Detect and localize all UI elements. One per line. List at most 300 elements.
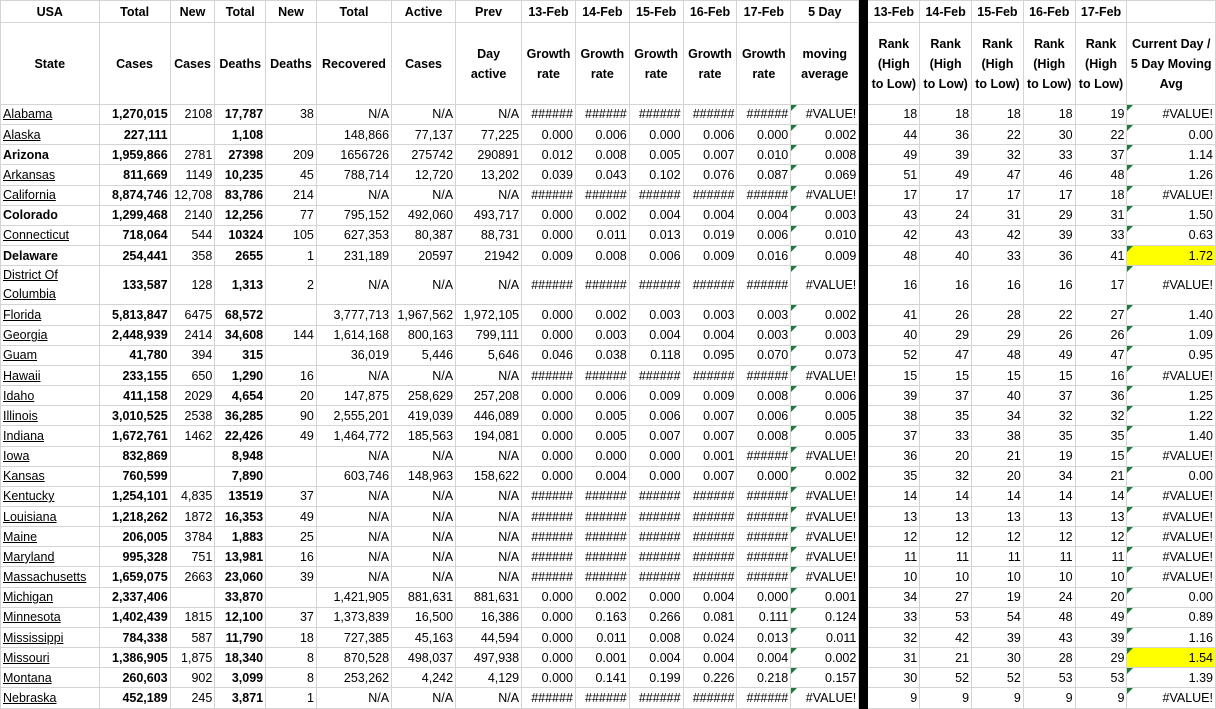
table-row[interactable] [1,567,1216,587]
growth-rate-cell[interactable]: ###### [522,547,576,567]
data-cell[interactable]: 33 [972,245,1024,265]
data-cell[interactable]: #VALUE! [1127,104,1216,124]
data-cell[interactable]: 1,254,101 [99,486,170,506]
state-cell[interactable] [1,466,100,486]
data-cell[interactable]: 1.16 [1127,627,1216,647]
data-cell[interactable]: 10324 [215,225,266,245]
data-cell[interactable]: 52 [972,668,1024,688]
data-cell[interactable]: 253,262 [316,668,391,688]
data-cell[interactable]: 2663 [170,567,215,587]
data-cell[interactable]: 1.40 [1127,305,1216,325]
growth-rate-cell[interactable]: 0.007 [683,406,737,426]
data-cell[interactable]: N/A [456,527,522,547]
state-cell[interactable] [1,305,100,325]
data-cell[interactable]: 35 [868,466,920,486]
data-cell[interactable]: 30 [972,648,1024,668]
state-cell[interactable] [1,165,100,185]
table-row[interactable] [1,205,1216,225]
data-cell[interactable]: 17 [920,185,972,205]
data-cell[interactable]: 1,614,168 [316,325,391,345]
data-cell[interactable]: N/A [316,446,391,466]
data-cell[interactable]: N/A [392,266,456,305]
growth-rate-cell[interactable]: 0.008 [575,245,629,265]
data-cell[interactable]: 42 [972,225,1024,245]
column-header[interactable]: Cases [170,23,215,105]
data-cell[interactable]: N/A [392,507,456,527]
data-cell[interactable]: 32 [920,466,972,486]
data-cell[interactable]: N/A [392,104,456,124]
growth-rate-cell[interactable]: 0.007 [683,466,737,486]
growth-rate-cell[interactable]: 0.011 [575,225,629,245]
data-cell[interactable]: N/A [316,688,391,709]
growth-rate-cell[interactable]: 0.043 [575,165,629,185]
data-cell[interactable]: 16 [920,266,972,305]
column-header[interactable]: Day active [456,23,522,105]
data-cell[interactable]: 19 [1023,446,1075,466]
data-cell[interactable]: 47 [1075,345,1127,365]
growth-rate-cell[interactable]: ###### [737,365,791,385]
data-cell[interactable]: 38 [868,406,920,426]
data-cell[interactable]: 77 [266,205,317,225]
data-cell[interactable]: 498,037 [392,648,456,668]
data-cell[interactable]: 13 [868,507,920,527]
growth-rate-cell[interactable]: 0.000 [522,386,576,406]
data-cell[interactable]: 49 [1075,607,1127,627]
data-cell[interactable]: 10 [972,567,1024,587]
growth-rate-cell[interactable]: ###### [683,185,737,205]
growth-rate-cell[interactable]: 0.009 [629,386,683,406]
growth-rate-cell[interactable]: 0.004 [737,205,791,225]
data-cell[interactable]: 206,005 [99,527,170,547]
data-cell[interactable]: 133,587 [99,266,170,305]
state-cell[interactable] [1,104,100,124]
data-cell[interactable]: 16 [1075,365,1127,385]
data-cell[interactable]: 36 [1075,386,1127,406]
data-cell[interactable]: 1.50 [1127,205,1216,225]
growth-rate-cell[interactable]: ###### [575,185,629,205]
data-cell[interactable]: 32 [868,627,920,647]
growth-rate-cell[interactable]: 0.006 [683,125,737,145]
data-cell[interactable]: 21 [972,446,1024,466]
growth-rate-cell[interactable]: 0.003 [791,205,859,225]
data-cell[interactable]: 1.26 [1127,165,1216,185]
column-header[interactable]: Growth rate [737,23,791,105]
data-cell[interactable]: 27398 [215,145,266,165]
data-cell[interactable]: 8,948 [215,446,266,466]
state-link[interactable]: Mississippi [3,630,64,645]
growth-rate-cell[interactable]: 0.000 [522,426,576,446]
data-cell[interactable]: N/A [392,547,456,567]
data-cell[interactable]: 1.14 [1127,145,1216,165]
column-header[interactable]: 15-Feb [972,1,1024,23]
data-cell[interactable]: 9 [920,688,972,709]
data-cell[interactable]: 19 [972,587,1024,607]
column-header[interactable]: Recovered [316,23,391,105]
column-header[interactable]: Active [392,1,456,23]
data-cell[interactable]: 2538 [170,406,215,426]
state-cell[interactable] [1,325,100,345]
growth-rate-cell[interactable]: 0.000 [522,125,576,145]
data-cell[interactable]: 11 [920,547,972,567]
state-link[interactable]: Hawaii [3,368,41,383]
state-cell[interactable] [1,607,100,627]
data-cell[interactable] [170,466,215,486]
data-cell[interactable]: 1 [266,245,317,265]
data-cell[interactable]: 27 [920,587,972,607]
column-header[interactable]: Growth rate [575,23,629,105]
data-cell[interactable]: 37 [868,426,920,446]
data-cell[interactable]: 14 [920,486,972,506]
data-cell[interactable]: 39 [972,627,1024,647]
data-cell[interactable]: 26 [1075,325,1127,345]
data-cell[interactable]: #VALUE! [1127,567,1216,587]
column-header[interactable]: Rank (High to Low) [972,23,1024,105]
data-cell[interactable] [266,125,317,145]
data-cell[interactable]: 4,835 [170,486,215,506]
growth-rate-cell[interactable]: 0.102 [629,165,683,185]
data-cell[interactable]: 48 [972,345,1024,365]
growth-rate-cell[interactable]: 0.004 [683,648,737,668]
column-header[interactable]: Current Day / 5 Day Moving Avg [1127,23,1216,105]
data-cell[interactable] [266,305,317,325]
data-cell[interactable]: 1,218,262 [99,507,170,527]
table-row[interactable] [1,165,1216,185]
data-cell[interactable]: 13 [1023,507,1075,527]
data-cell[interactable]: 1815 [170,607,215,627]
data-cell[interactable]: 34,608 [215,325,266,345]
data-cell[interactable]: 15 [1075,446,1127,466]
growth-rate-cell[interactable]: 0.000 [522,406,576,426]
data-cell[interactable]: 5,446 [392,345,456,365]
data-cell[interactable]: 10 [868,567,920,587]
growth-rate-cell[interactable]: 0.004 [683,325,737,345]
data-cell[interactable]: 12 [1023,527,1075,547]
data-cell[interactable]: N/A [316,567,391,587]
growth-rate-cell[interactable]: 0.000 [737,466,791,486]
data-cell[interactable]: 260,603 [99,668,170,688]
growth-rate-cell[interactable]: 0.157 [791,668,859,688]
data-cell[interactable]: 9 [972,688,1024,709]
data-cell[interactable]: 3,871 [215,688,266,709]
table-row[interactable] [1,688,1216,709]
table-row[interactable] [1,547,1216,567]
data-cell[interactable]: 16,500 [392,607,456,627]
table-row[interactable] [1,426,1216,446]
growth-rate-cell[interactable]: ###### [737,507,791,527]
growth-rate-cell[interactable]: 0.008 [575,145,629,165]
state-cell[interactable] [1,406,100,426]
growth-rate-cell[interactable]: 0.002 [791,648,859,668]
data-cell[interactable]: N/A [316,104,391,124]
growth-rate-cell[interactable]: #VALUE! [791,365,859,385]
growth-rate-cell[interactable]: ###### [683,104,737,124]
data-cell[interactable]: N/A [392,185,456,205]
table-row[interactable] [1,446,1216,466]
data-cell[interactable]: 2414 [170,325,215,345]
data-cell[interactable] [266,587,317,607]
growth-rate-cell[interactable]: 0.081 [683,607,737,627]
data-cell[interactable]: 194,081 [456,426,522,446]
data-cell[interactable]: 20 [266,386,317,406]
data-cell[interactable] [170,446,215,466]
growth-rate-cell[interactable]: 0.002 [791,305,859,325]
data-cell[interactable]: 12,256 [215,205,266,225]
data-cell[interactable]: 15 [972,365,1024,385]
data-cell[interactable]: 77,137 [392,125,456,145]
data-cell[interactable]: 1,875 [170,648,215,668]
data-cell[interactable]: 17 [972,185,1024,205]
data-cell[interactable]: 42 [868,225,920,245]
data-cell[interactable]: 49 [868,145,920,165]
growth-rate-cell[interactable]: 0.007 [683,145,737,165]
data-cell[interactable]: 12,720 [392,165,456,185]
growth-rate-cell[interactable]: 0.004 [629,648,683,668]
growth-rate-cell[interactable]: 0.006 [629,245,683,265]
growth-rate-cell[interactable]: ###### [629,688,683,709]
column-header[interactable]: Growth rate [522,23,576,105]
data-cell[interactable]: 14 [1023,486,1075,506]
data-cell[interactable]: 37 [1075,145,1127,165]
data-cell[interactable]: 11 [868,547,920,567]
growth-rate-cell[interactable]: ###### [683,266,737,305]
growth-rate-cell[interactable]: 0.000 [522,225,576,245]
growth-rate-cell[interactable]: 0.000 [629,446,683,466]
growth-rate-cell[interactable]: 0.012 [522,145,576,165]
data-cell[interactable]: 47 [920,345,972,365]
data-cell[interactable]: 784,338 [99,627,170,647]
data-cell[interactable]: 42 [920,627,972,647]
column-header[interactable]: 13-Feb [868,1,920,23]
data-cell[interactable]: 1149 [170,165,215,185]
state-cell[interactable] [1,668,100,688]
data-cell[interactable]: 29 [920,325,972,345]
growth-rate-cell[interactable]: 0.163 [575,607,629,627]
data-cell[interactable]: 31 [1075,205,1127,225]
growth-rate-cell[interactable]: ###### [683,365,737,385]
table-row[interactable] [1,406,1216,426]
table-row[interactable] [1,125,1216,145]
data-cell[interactable]: 452,189 [99,688,170,709]
growth-rate-cell[interactable]: 0.008 [629,627,683,647]
state-cell[interactable] [1,345,100,365]
column-header[interactable]: 14-Feb [920,1,972,23]
table-row[interactable] [1,607,1216,627]
column-header[interactable]: 17-Feb [1075,1,1127,23]
data-cell[interactable]: 275742 [392,145,456,165]
growth-rate-cell[interactable]: 0.000 [522,205,576,225]
state-link[interactable]: Illinois [3,408,38,423]
growth-rate-cell[interactable]: 0.008 [737,386,791,406]
growth-rate-cell[interactable]: 0.000 [522,446,576,466]
data-cell[interactable]: 43 [1023,627,1075,647]
state-link[interactable]: Massachusetts [3,570,87,585]
data-cell[interactable]: N/A [316,365,391,385]
data-cell[interactable]: 15 [920,365,972,385]
data-cell[interactable]: 9 [868,688,920,709]
data-cell[interactable]: 1.25 [1127,386,1216,406]
data-cell[interactable]: 1,402,439 [99,607,170,627]
data-cell[interactable]: 41 [868,305,920,325]
data-cell[interactable]: 1872 [170,507,215,527]
growth-rate-cell[interactable]: ###### [575,547,629,567]
data-cell[interactable]: 39 [1075,627,1127,647]
table-row[interactable] [1,245,1216,265]
column-header[interactable]: State [1,23,100,105]
growth-rate-cell[interactable]: #VALUE! [791,266,859,305]
growth-rate-cell[interactable]: ###### [629,185,683,205]
data-cell[interactable]: N/A [456,547,522,567]
data-cell[interactable]: 1,883 [215,527,266,547]
data-cell[interactable]: #VALUE! [1127,688,1216,709]
growth-rate-cell[interactable]: ###### [629,567,683,587]
growth-rate-cell[interactable]: ###### [575,688,629,709]
data-cell[interactable]: 40 [972,386,1024,406]
data-cell[interactable]: 21 [920,648,972,668]
data-cell[interactable]: 158,622 [456,466,522,486]
data-cell[interactable]: 358 [170,245,215,265]
state-link[interactable]: Kentucky [3,489,55,504]
growth-rate-cell[interactable]: 0.006 [629,406,683,426]
column-header[interactable]: Rank (High to Low) [920,23,972,105]
growth-rate-cell[interactable]: 0.013 [629,225,683,245]
data-cell[interactable]: 44 [868,125,920,145]
data-cell[interactable] [170,587,215,607]
data-cell[interactable]: 80,387 [392,225,456,245]
growth-rate-cell[interactable]: 0.087 [737,165,791,185]
data-cell[interactable]: 1,270,015 [99,104,170,124]
data-cell[interactable]: 22,426 [215,426,266,446]
data-cell[interactable]: 0.89 [1127,607,1216,627]
data-cell[interactable]: 8 [266,648,317,668]
growth-rate-cell[interactable]: 0.006 [575,125,629,145]
data-cell[interactable]: 29 [1075,648,1127,668]
data-cell[interactable]: 20597 [392,245,456,265]
column-header[interactable]: 14-Feb [575,1,629,23]
data-cell[interactable]: 18 [920,104,972,124]
data-cell[interactable]: 811,669 [99,165,170,185]
state-cell[interactable] [1,688,100,709]
growth-rate-cell[interactable]: 0.006 [791,386,859,406]
data-cell[interactable]: 33,870 [215,587,266,607]
data-cell[interactable]: 13 [920,507,972,527]
table-row[interactable] [1,266,1216,305]
data-cell[interactable]: 23,060 [215,567,266,587]
growth-rate-cell[interactable]: #VALUE! [791,567,859,587]
column-header[interactable]: moving average [791,23,859,105]
growth-rate-cell[interactable]: 0.003 [737,325,791,345]
growth-rate-cell[interactable]: 0.004 [737,648,791,668]
state-cell[interactable] [1,627,100,647]
data-cell[interactable]: 902 [170,668,215,688]
data-cell[interactable]: 33 [1075,225,1127,245]
growth-rate-cell[interactable]: #VALUE! [791,185,859,205]
growth-rate-cell[interactable]: ###### [522,266,576,305]
growth-rate-cell[interactable]: #VALUE! [791,527,859,547]
data-cell[interactable]: 13519 [215,486,266,506]
data-cell[interactable]: 3,777,713 [316,305,391,325]
data-cell[interactable]: 0.63 [1127,225,1216,245]
data-cell[interactable]: 35 [1075,426,1127,446]
growth-rate-cell[interactable]: ###### [522,567,576,587]
data-cell[interactable]: N/A [456,507,522,527]
growth-rate-cell[interactable]: ###### [522,365,576,385]
data-cell[interactable]: 832,869 [99,446,170,466]
growth-rate-cell[interactable]: 0.003 [575,325,629,345]
growth-rate-cell[interactable]: 0.008 [791,145,859,165]
state-link[interactable]: Michigan [3,590,54,605]
growth-rate-cell[interactable]: 0.000 [522,607,576,627]
data-cell[interactable]: 25 [266,527,317,547]
table-row[interactable] [1,305,1216,325]
growth-rate-cell[interactable]: ###### [683,567,737,587]
data-cell[interactable]: 3,010,525 [99,406,170,426]
state-link[interactable]: Connecticut [3,228,70,243]
column-header[interactable] [1127,1,1216,23]
column-header[interactable]: Total [316,1,391,23]
data-cell[interactable]: 788,714 [316,165,391,185]
growth-rate-cell[interactable]: 0.007 [683,426,737,446]
table-row[interactable] [1,486,1216,506]
growth-rate-cell[interactable]: 0.001 [791,587,859,607]
data-cell[interactable]: 4,129 [456,668,522,688]
data-cell[interactable]: 419,039 [392,406,456,426]
data-cell[interactable]: 43 [868,205,920,225]
growth-rate-cell[interactable]: 0.004 [575,466,629,486]
growth-rate-cell[interactable]: 0.000 [629,466,683,486]
data-cell[interactable]: 1,421,905 [316,587,391,607]
data-cell[interactable]: 1.72 [1127,245,1216,265]
state-cell[interactable] [1,225,100,245]
data-cell[interactable]: 30 [1023,125,1075,145]
data-cell[interactable]: 38 [972,426,1024,446]
table-row[interactable] [1,587,1216,607]
growth-rate-cell[interactable]: ###### [575,527,629,547]
data-cell[interactable]: 32 [1075,406,1127,426]
growth-rate-cell[interactable]: 0.013 [737,627,791,647]
data-cell[interactable]: 727,385 [316,627,391,647]
growth-rate-cell[interactable]: 0.001 [575,648,629,668]
data-cell[interactable]: 2140 [170,205,215,225]
data-cell[interactable]: 34 [868,587,920,607]
growth-rate-cell[interactable]: 0.016 [737,245,791,265]
data-cell[interactable]: 718,064 [99,225,170,245]
state-link[interactable]: Georgia [3,328,48,343]
data-cell[interactable]: 13,981 [215,547,266,567]
data-cell[interactable]: 5,813,847 [99,305,170,325]
growth-rate-cell[interactable]: 0.005 [791,406,859,426]
growth-rate-cell[interactable]: 0.024 [683,627,737,647]
data-cell[interactable]: 39 [920,145,972,165]
data-cell[interactable]: 1.09 [1127,325,1216,345]
state-cell[interactable] [1,125,100,145]
data-cell[interactable]: #VALUE! [1127,527,1216,547]
data-cell[interactable]: N/A [456,486,522,506]
growth-rate-cell[interactable]: 0.009 [683,245,737,265]
growth-rate-cell[interactable]: 0.009 [683,386,737,406]
growth-rate-cell[interactable]: ###### [629,507,683,527]
growth-rate-cell[interactable]: 0.046 [522,345,576,365]
data-cell[interactable]: 29 [1023,205,1075,225]
growth-rate-cell[interactable]: #VALUE! [791,688,859,709]
growth-rate-cell[interactable]: 0.011 [575,627,629,647]
column-header[interactable]: 16-Feb [683,1,737,23]
growth-rate-cell[interactable]: 0.002 [575,305,629,325]
growth-rate-cell[interactable]: ###### [737,266,791,305]
data-cell[interactable]: 32 [1023,406,1075,426]
data-cell[interactable]: 16 [868,266,920,305]
growth-rate-cell[interactable]: #VALUE! [791,507,859,527]
data-cell[interactable]: 28 [972,305,1024,325]
